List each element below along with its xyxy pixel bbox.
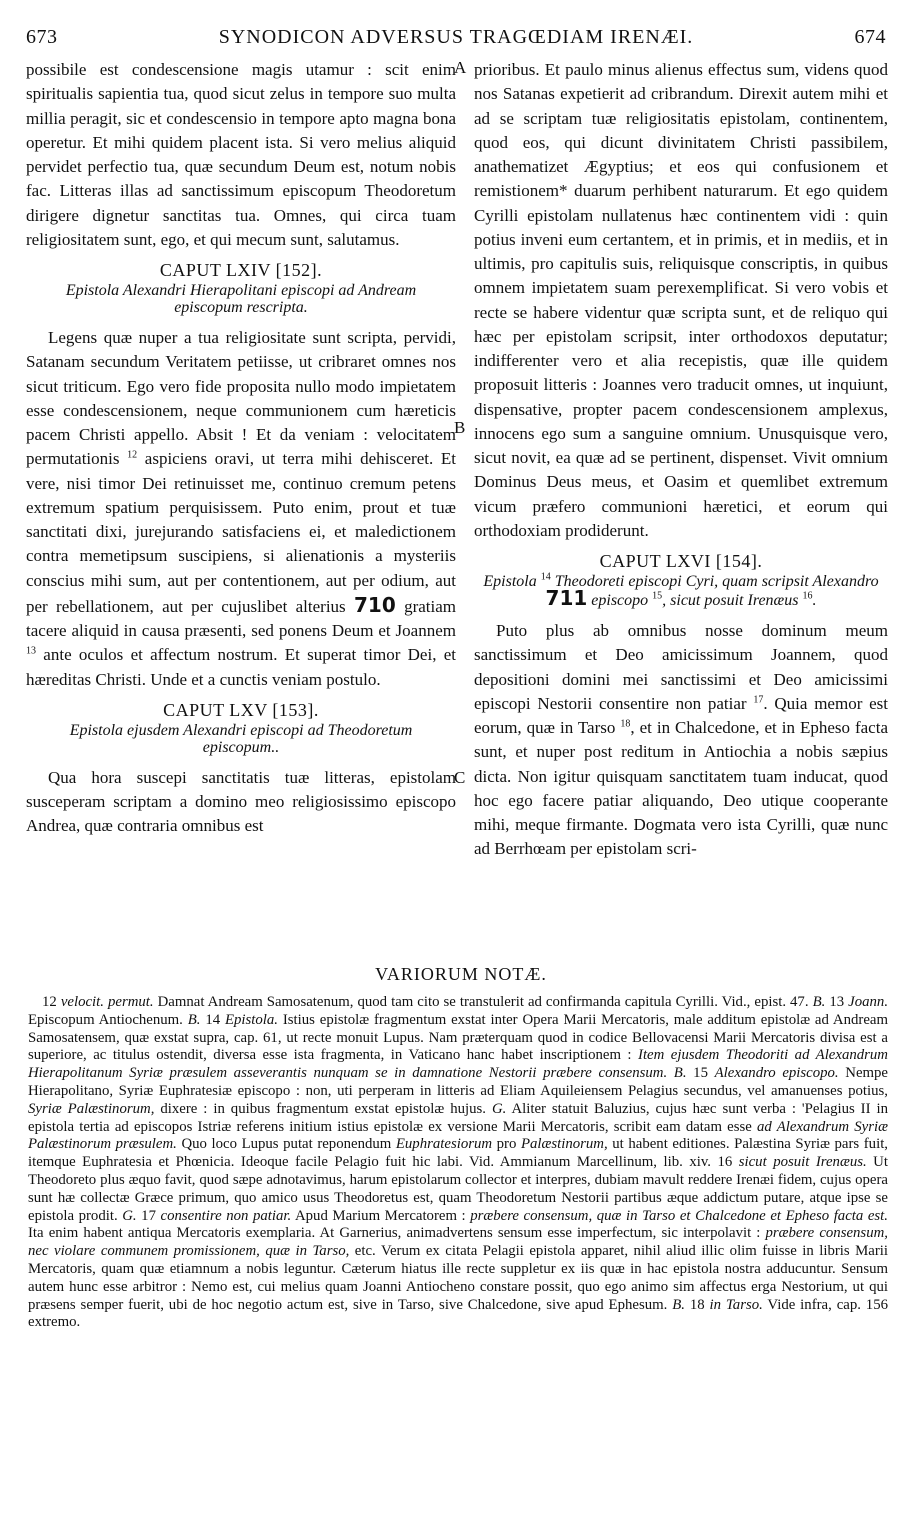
note-text [667, 1065, 674, 1081]
note-siglum: G. [122, 1207, 137, 1224]
chapter-subtitle: Epistola Alexandri Hierapolitani episcopi ad Andream episcopum rescripta. [65, 282, 417, 316]
page-number-left: 673 [26, 26, 58, 48]
note-lemma: velocit. permut. [60, 994, 154, 1010]
note-text: ut habent editiones. Palæstina Syriæ pars fuit, itemque Euphratesia et Phœnicia. Ideoque facile Pelagio fuit hic labi. Vid. Ammianum Marcellinum, lib. xiv. 16 [28, 1136, 889, 1171]
column-number: 710 [354, 592, 396, 617]
note-text: dixere : in quibus fragmentum exstat epistolæ hujus. [154, 1100, 492, 1117]
notes-heading: VARIORUM NOTÆ. [375, 964, 547, 984]
note-siglum: B. [673, 1065, 687, 1082]
text-run: gratiam tacere aliquid in causa præsenti, sed ponens Deum et Joannem [26, 596, 456, 640]
note-siglum: B. [812, 994, 826, 1010]
note-quote: Syriæ Palæstinorum, [28, 1100, 155, 1117]
note-text: 13 [825, 994, 849, 1010]
footnote-ref: 14 [540, 571, 551, 583]
note-siglum: B. [672, 1296, 685, 1313]
note-text: 17 [136, 1207, 161, 1224]
note-text: Ut Theodoreto plus æquo favit, quod sæpe adnotavimus, harum epistolarum collector et interpres, dubiam mavult reddere Irenæi fidem, cujus opera sunt hæ collectæ Græce primum, quo amico usus Theodoretus est, quam Theodoretum Nestorii partibus æque addictum putare, atque ipse se epistola prodit. [28, 1154, 888, 1224]
note-quote: præbere consensum, nec violare communem promissionem, quæ in Tarso, [28, 1225, 888, 1260]
text-run: Epistola [483, 573, 537, 590]
note-text: Damnat Andream Samosatenum, quod tam cito se transtulerit ad confirmanda capitula Cyrilli. Vid., epist. 47. [153, 994, 813, 1010]
paragraph [474, 619, 888, 862]
footnote-ref: 12 [127, 449, 138, 461]
text-run: ante oculos et affectum nostrum. Et superat timor Dei, et hæreditas Christi. Unde et a cunctis veniam postulo. [26, 645, 457, 689]
text-run: , et in Chalcedone, et in Epheso facta sunt, et nuper post reditum in Antiochia a nobis sæpius dicta. Non igitur quisquam sanctitatem tuam inducat, quod hoc ego facere patiar aliquando, Deo utique cooperante mihi, meque firmante. Dogmata vero ista Cyrilli, quæ nunc ad Berrhœam per epistolam scri- [474, 718, 888, 859]
note-lemma: sicut posuit Irenæus. [738, 1154, 867, 1171]
paragraph: possibile est condescensione magis utamur : scit enim spiritualis sapientia tua, quod sicut zelus in tempore suo multa millia peragit, sic et condescensio in tempore apto magna bona operetur. Et mihi quidem placent ista. Si vero melius aliquid pervidet perfectio tua, quæ secundum Deum est, notum nobis fac. Litteras illas ad sanctissimum episcopum Theodoretum dirigere dignetur sanctitas tua. Omnes, qui circa tuam religiositatem sunt, ego, et qui mecum sunt, salutamus. [26, 60, 456, 249]
note-text: Vide infra, cap. 156 extremo. [28, 1296, 888, 1331]
note-text: 12 [42, 994, 61, 1010]
variorum-notes [28, 994, 888, 1332]
footnote-ref: 15 [652, 590, 663, 602]
column-number: 711 [545, 586, 588, 610]
note-text: Episcopum Antiochenum. [28, 1011, 188, 1028]
note-siglum: G. [491, 1100, 507, 1117]
note-text: 15 [686, 1065, 715, 1082]
margin-letter-a: A [454, 58, 467, 77]
note-text: 14 [200, 1011, 225, 1028]
note-text: Apud Marium Mercatorem : [291, 1207, 471, 1224]
footnote-ref: 16 [802, 590, 813, 602]
note-siglum: B. [187, 1011, 201, 1028]
note-text: Aliter statuit Baluzius, cujus hæc sunt verba : 'Pelagius II in epistola tertia ad episcopos Istriæ referens initium istius epistolæ ex versione Marii Mercatoris, scribit eam datam esse [28, 1100, 888, 1135]
note-text: Quo loco Lupus putat reponendum [176, 1136, 396, 1153]
right-column [474, 58, 888, 862]
notes-paragraph [28, 994, 888, 1332]
text-run: Theodoreti episcopi Cyri, quam scripsit Alexandro [554, 573, 879, 590]
paragraph: prioribus. Et paulo minus alienus effectus sum, videns quod nos Satanas expetierit ad cribrandum. Direxit autem mihi et ad se scriptam tuæ religiositatis epistolam, continentem, quod eos, qui dicunt divinitatem Christi passibilem, anathematizet Ægyptius; et eos qui confusionem et remistionem* duarum perhibent naturarum. Et ego quidem Cyrilli epistolam nullatenus hæc continentem vidi : quin potius inveni eum certantem, et in primis, et in mediis, et in ultimis, pro capitulis suis, reliquisque conscriptis, in quibus omnem impietatem suam perexemplificat. Si vero vobis et recte se habere videntur quæ scripta sunt, et de reliquo qui hæc per epistolam scripsit, inter orthodoxos deputatur; indifferenter vero et alia recepistis, quæ ille quidem proposuit litteris : Joannes vero traducit omnes, ut inquiunt, dispensative, propter pacem condescensionem amplexus, innocens ego sum a sanguine omnium. Unusquisque vero, sicut novit, ea quæ ad se pertinent, dispenset. Vivit omnium Dominus Deus meus, et Oasim et quemlibet extremum vicum præfero communioni hæretici, et eorum qui orthodoxiam prodiderunt. [474, 60, 888, 540]
page-number-right: 674 [854, 26, 886, 48]
margin-letter-b: B [454, 418, 466, 437]
note-lemma: Epistola. [224, 1011, 278, 1028]
note-quote: Item ejusdem Theodoriti ad Alexandrum Hierapolitanum Syriæ præsulem asseverantis nunquam se in damnatione Nestorii præbere consensum. [28, 1047, 888, 1082]
text-run: episcopo [591, 592, 649, 609]
note-text: 18 [684, 1296, 710, 1313]
footnote-ref: 13 [26, 645, 36, 657]
text-run: , sicut posuit Irenæus [662, 592, 799, 609]
paragraph: Qua hora suscepi sanctitatis tuæ litteras, epistolam susceperam scriptam a domino meo religiosissimo episcopo Andrea, quæ contraria omnibus est [26, 767, 456, 836]
text-run: . [812, 592, 817, 609]
chapter-heading: CAPUT LXIV [152]. [159, 260, 323, 280]
chapter-subtitle [480, 573, 882, 609]
note-quote: ad Alexandrum Syriæ Palæstinorum præsulem. [28, 1118, 888, 1153]
note-text: pro [492, 1136, 521, 1153]
chapter-heading: CAPUT LXVI [154]. [599, 551, 763, 571]
footnote-ref: 17 [753, 694, 764, 706]
note-text: Nempe Hierapolitano, Syriæ Euphratesiæ episcopo : non, uti perperam in litteris ad Eliam Aquileiensem Pelagius secundus, vel amanuenses potius, [28, 1065, 889, 1099]
note-lemma: consentire non patiar. [160, 1207, 292, 1224]
chapter-heading: CAPUT LXV [153]. [163, 699, 319, 720]
page-header [26, 26, 886, 52]
text-run: aspiciens oravi, ut terra mihi dehisceret. Et vere, nisi timor Dei retinuisset me, continuo cremum petens extremum spatium perquisissem. Puto enim, prout et tuæ sanctitati dixi, jurejurando satisfaciens ei, et maledictionem contra memetipsum suscipiens, si alienationis a mysteriis conscius mihi sum, aut per contentionem, aut per odium, aut per rebellationem, aut per cujuslibet alterius [26, 449, 456, 616]
left-column [26, 58, 456, 839]
running-title: SYNODICON ADVERSUS TRAGŒDIAM IRENÆI. [218, 26, 694, 48]
note-text: Ita enim habent antiqua Mercatoris exemplaria. At Garnerius, animadvertens sensum esse imperfectum, sic interpolavit : [28, 1225, 766, 1242]
chapter-subtitle: Epistola ejusdem Alexandri episcopi ad Theodoretum episcopum.. [69, 721, 413, 756]
note-text: Istius epistolæ fragmentum exstat inter Opera Marii Mercatoris, male additum epistolæ ad Andream Samosatensem, quæ exstat supra, cap. 61, ut recte monuit Lupus. Nam præterquam quod in codice Bellovacensi Marii Mercatoris divisa est a superiore, ac titulus ostendit, diversa esse ista fragmenta, in Vaticano hanc habet inscriptionem : [28, 1011, 888, 1064]
note-quote: præbere consensum, quæ in Tarso et Chalcedone et Epheso facta est. [470, 1207, 888, 1224]
text-run: Puto plus ab omnibus nosse dominum meum sanctissimum et Deo amicissimum Joannem, quod depositioni domini mei sanctissimi et Deo amicissimi episcopi Nestorii consentire non patiar [474, 621, 888, 713]
note-lemma: Joann. [848, 994, 889, 1010]
note-lemma: Alexandro episcopo. [714, 1065, 839, 1082]
paragraph [26, 326, 456, 692]
note-text: etc. Verum ex citata Pelagii epistola apparet, nihil aliud illic olim fuisse in libris Marii Mercatoris, quam quæ etiamnum a nobis leguntur. Cæterum hiatus ille recte suppletur ex iis quæ in hac epistola nostra adducuntur. Sensum autem hunc esse arbitror : Nemo est, cui melius quam Joanni Antiocheno constare possit, quo ego animo sim affectus erga Nestorium, ut qui præsens semper fuerit, ubi de hoc negotio actum est, sive in Tarso, sive Chalcedone, sive apud Ephesum. [28, 1243, 888, 1313]
note-quote: Euphratesiorum [395, 1136, 493, 1153]
note-lemma: in Tarso. [709, 1296, 763, 1313]
text-run: Legens quæ nuper a tua religiositate sunt scripta, pervidi, Satanam secundum Veritatem petiisse, ut cribraret omnes nos sicut triticum. Ego vero fide proposita nullo modo impietatem esse condescensionem, neque communionem cum hæreticis pacem Christi appello. Absit ! Et da veniam : velocitatem permutationis [26, 328, 456, 469]
text-run: . Quia memor est eorum, quæ in Tarso [474, 693, 889, 737]
note-quote: Palæstinorum, [520, 1136, 608, 1153]
footnote-ref: 18 [620, 718, 631, 730]
margin-letter-c: C [454, 768, 466, 787]
